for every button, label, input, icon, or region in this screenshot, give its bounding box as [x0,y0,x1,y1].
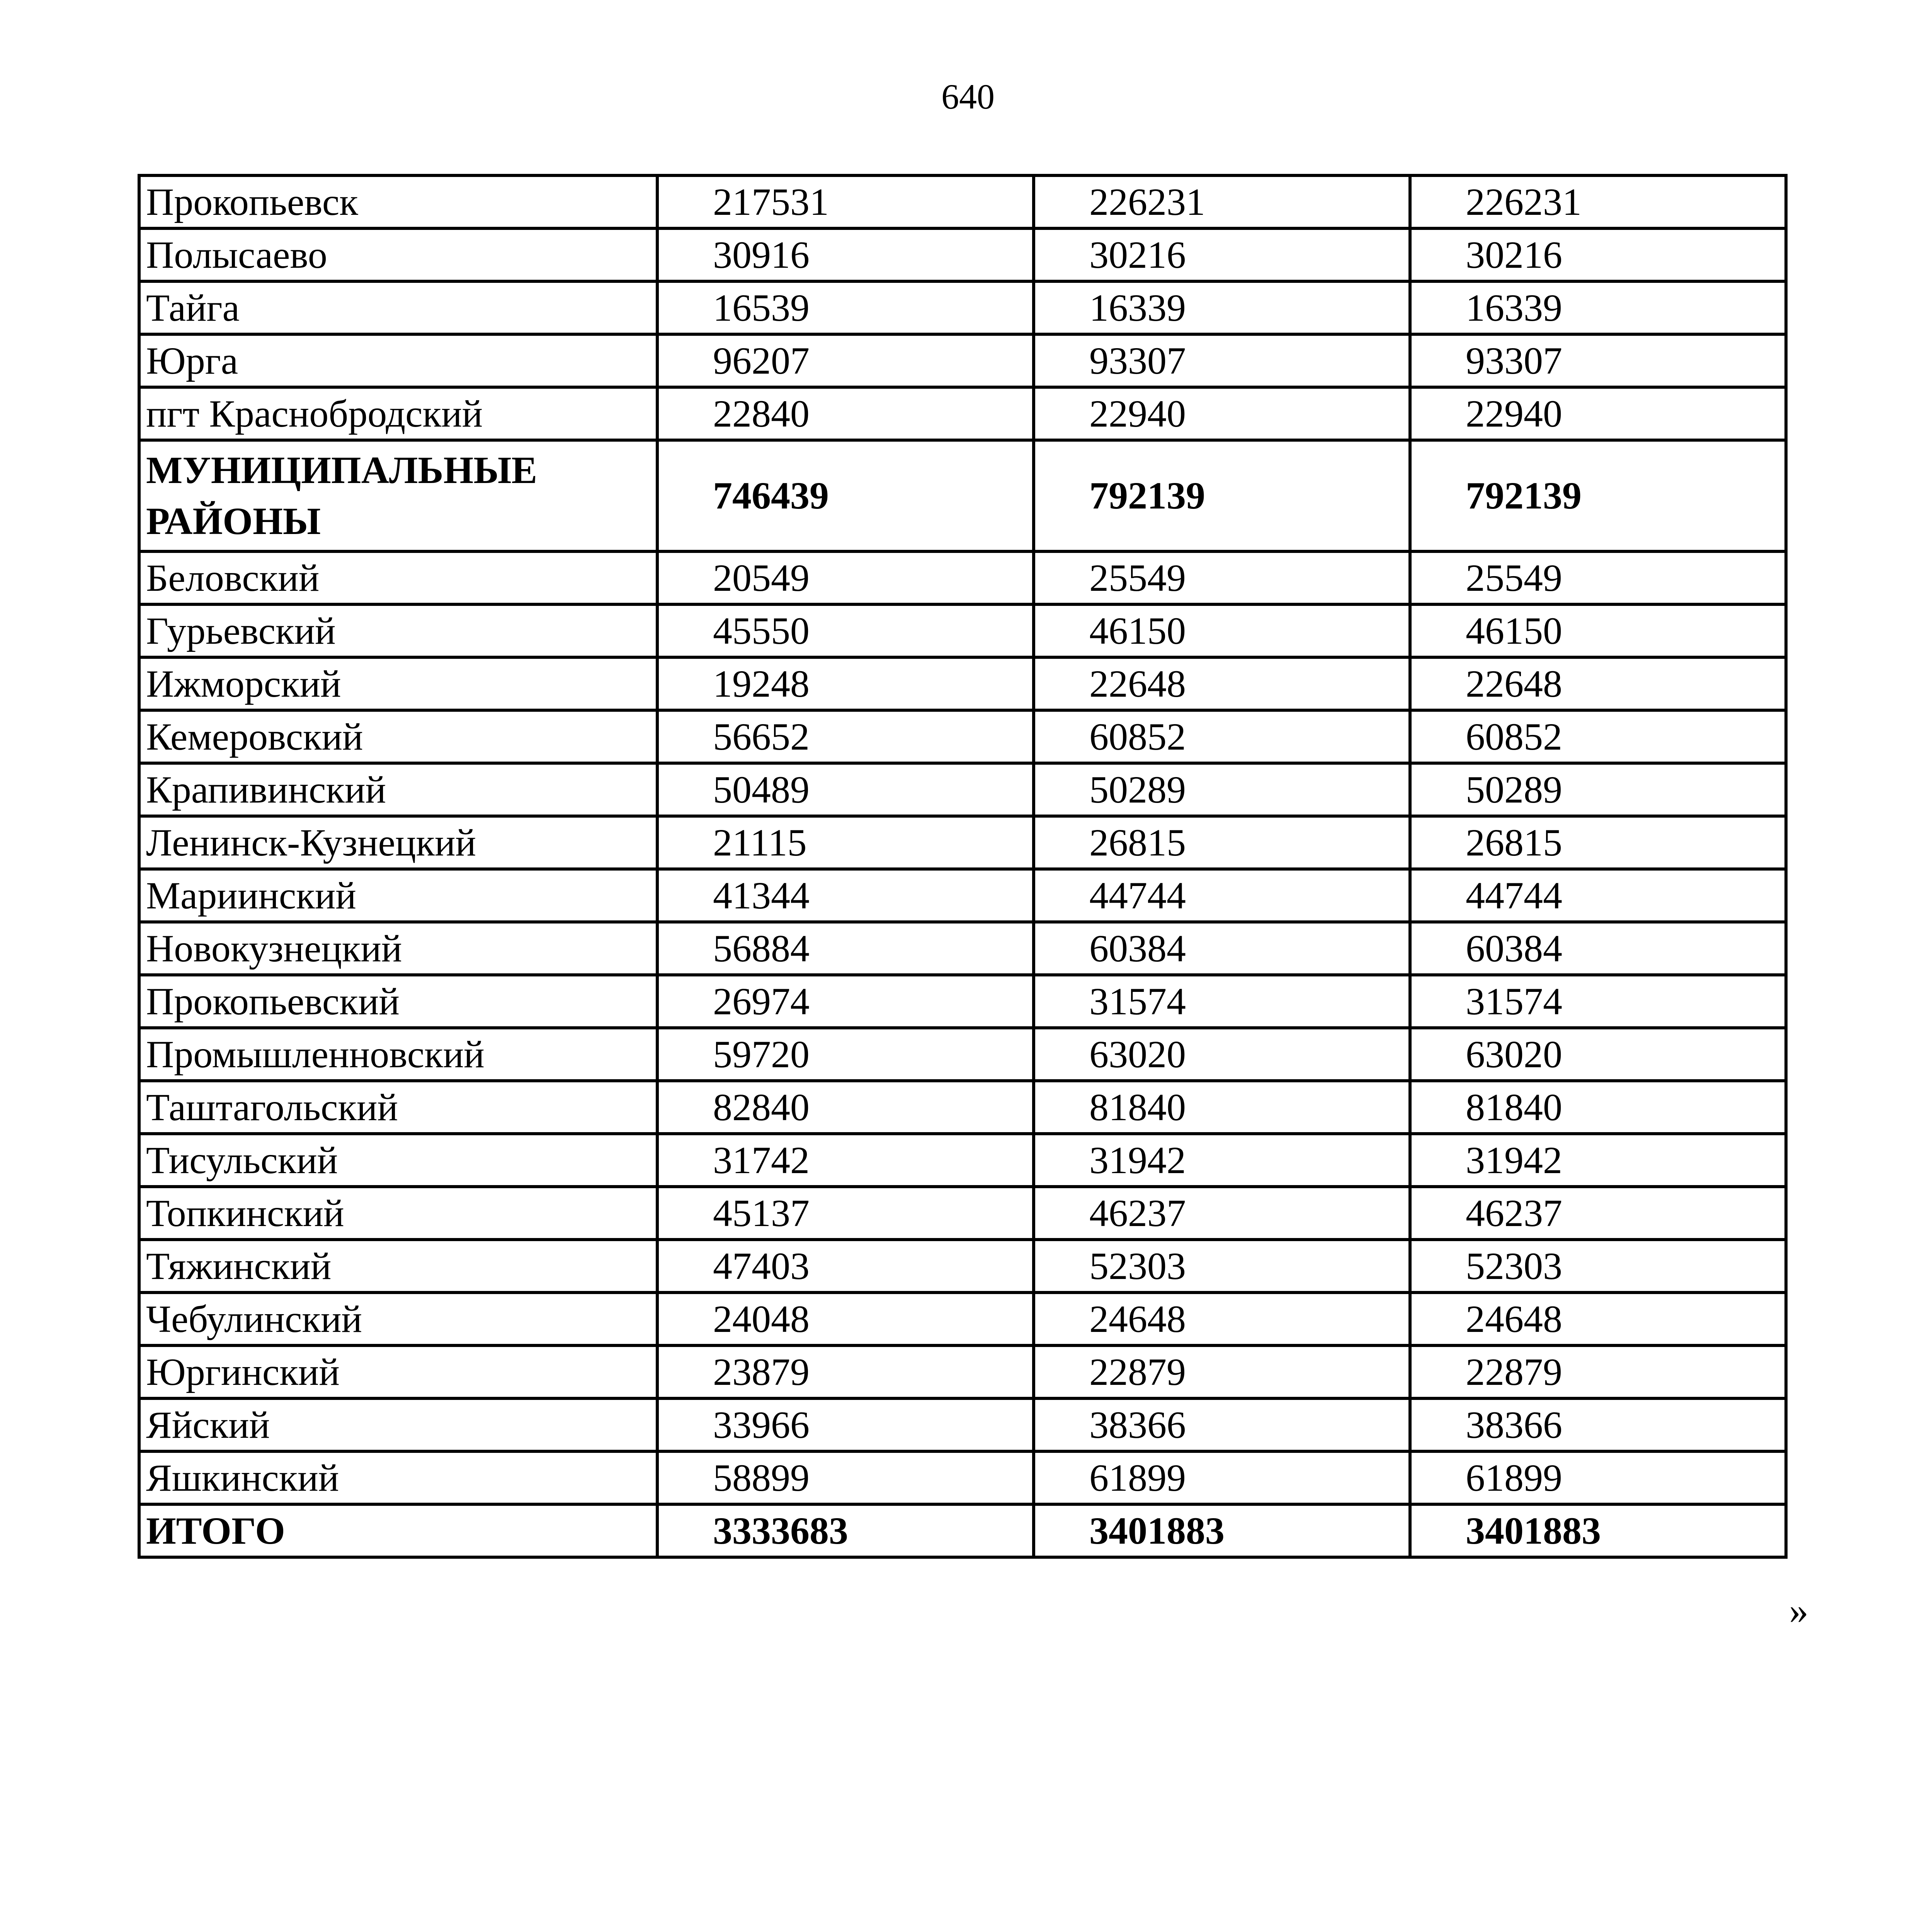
value-cell-2: 226231 [1034,175,1410,228]
closing-quote-mark: » [1789,1589,1808,1632]
value-cell-1: 56652 [657,710,1034,763]
value-cell-3: 93307 [1410,334,1786,387]
value-cell-3: 44744 [1410,869,1786,922]
value-cell-2: 3401883 [1034,1504,1410,1557]
value-cell-2: 22879 [1034,1345,1410,1398]
row-name-cell: Кемеровский [139,710,657,763]
table-row [139,1187,1786,1240]
value-cell-1: 3333683 [657,1504,1034,1557]
table-row [139,1081,1786,1134]
row-name-cell: Прокопьевск [139,175,657,228]
value-cell-2: 63020 [1034,1028,1410,1081]
value-cell-2: 46237 [1034,1187,1410,1240]
value-cell-2: 792139 [1034,440,1410,551]
value-cell-2: 25549 [1034,551,1410,604]
value-cell-2: 50289 [1034,763,1410,816]
row-name-cell: пгт Краснобродский [139,387,657,440]
table-row [139,869,1786,922]
row-name-cell: Топкинский [139,1187,657,1240]
value-cell-3: 38366 [1410,1398,1786,1451]
value-cell-1: 26974 [657,975,1034,1028]
value-cell-3: 22648 [1410,657,1786,710]
value-cell-1: 21115 [657,816,1034,869]
row-name-cell: Полысаево [139,228,657,281]
row-name-cell: Промышленновский [139,1028,657,1081]
row-name-cell: Ижморский [139,657,657,710]
value-cell-1: 82840 [657,1081,1034,1134]
value-cell-3: 31942 [1410,1134,1786,1187]
value-cell-1: 45550 [657,604,1034,657]
value-cell-1: 30916 [657,228,1034,281]
row-name-cell: Яшкинский [139,1451,657,1504]
table-row [139,1240,1786,1293]
value-cell-2: 81840 [1034,1081,1410,1134]
value-cell-2: 38366 [1034,1398,1410,1451]
value-cell-1: 31742 [657,1134,1034,1187]
row-name-cell: Прокопьевский [139,975,657,1028]
value-cell-3: 46150 [1410,604,1786,657]
value-cell-3: 63020 [1410,1028,1786,1081]
table-row [139,1451,1786,1504]
table-row [139,1398,1786,1451]
value-cell-1: 58899 [657,1451,1034,1504]
row-name-cell: Яйский [139,1398,657,1451]
value-cell-1: 56884 [657,922,1034,975]
table-row [139,1293,1786,1345]
row-name-cell: Мариинский [139,869,657,922]
value-cell-1: 22840 [657,387,1034,440]
row-name-cell: Беловский [139,551,657,604]
table-row [139,228,1786,281]
value-cell-1: 96207 [657,334,1034,387]
value-cell-1: 20549 [657,551,1034,604]
table-row [139,387,1786,440]
value-cell-1: 59720 [657,1028,1034,1081]
row-name-cell: Новокузнецкий [139,922,657,975]
table-row [139,334,1786,387]
table-row [139,657,1786,710]
value-cell-2: 16339 [1034,281,1410,334]
value-cell-3: 30216 [1410,228,1786,281]
value-cell-1: 746439 [657,440,1034,551]
row-name-cell: Юргинский [139,1345,657,1398]
value-cell-1: 217531 [657,175,1034,228]
table-row [139,281,1786,334]
value-cell-2: 60384 [1034,922,1410,975]
value-cell-3: 3401883 [1410,1504,1786,1557]
row-name-cell: Тисульский [139,1134,657,1187]
value-cell-1: 50489 [657,763,1034,816]
table-row [139,816,1786,869]
table-row [139,604,1786,657]
value-cell-2: 93307 [1034,334,1410,387]
value-cell-2: 22648 [1034,657,1410,710]
table-row [139,1345,1786,1398]
table-row [139,175,1786,228]
row-name-cell: Ленинск-Кузнецкий [139,816,657,869]
value-cell-1: 45137 [657,1187,1034,1240]
value-cell-3: 24648 [1410,1293,1786,1345]
value-cell-2: 52303 [1034,1240,1410,1293]
table-row [139,551,1786,604]
value-cell-1: 23879 [657,1345,1034,1398]
row-name-cell: Таштагольский [139,1081,657,1134]
row-name-cell: Крапивинский [139,763,657,816]
value-cell-2: 31942 [1034,1134,1410,1187]
value-cell-3: 60384 [1410,922,1786,975]
row-name-cell: Тайга [139,281,657,334]
table-row [139,975,1786,1028]
table-row [139,710,1786,763]
table-row [139,1134,1786,1187]
value-cell-3: 52303 [1410,1240,1786,1293]
row-name-cell: Тяжинский [139,1240,657,1293]
value-cell-2: 46150 [1034,604,1410,657]
value-cell-3: 22879 [1410,1345,1786,1398]
row-name-cell: ИТОГО [139,1504,657,1557]
budget-table [138,174,1788,1559]
table-row [139,1028,1786,1081]
row-name-cell: Чебулинский [139,1293,657,1345]
value-cell-2: 30216 [1034,228,1410,281]
value-cell-3: 31574 [1410,975,1786,1028]
page-number: 640 [941,77,995,116]
value-cell-2: 60852 [1034,710,1410,763]
value-cell-1: 47403 [657,1240,1034,1293]
row-name-cell: Гурьевский [139,604,657,657]
value-cell-2: 44744 [1034,869,1410,922]
value-cell-3: 26815 [1410,816,1786,869]
value-cell-3: 16339 [1410,281,1786,334]
table-body [139,175,1786,1557]
table-row [139,763,1786,816]
value-cell-3: 792139 [1410,440,1786,551]
value-cell-3: 60852 [1410,710,1786,763]
value-cell-3: 22940 [1410,387,1786,440]
table-row [139,1504,1786,1557]
value-cell-1: 19248 [657,657,1034,710]
value-cell-2: 26815 [1034,816,1410,869]
value-cell-1: 16539 [657,281,1034,334]
value-cell-3: 226231 [1410,175,1786,228]
value-cell-1: 41344 [657,869,1034,922]
value-cell-1: 24048 [657,1293,1034,1345]
value-cell-3: 50289 [1410,763,1786,816]
value-cell-3: 61899 [1410,1451,1786,1504]
value-cell-2: 31574 [1034,975,1410,1028]
value-cell-3: 46237 [1410,1187,1786,1240]
value-cell-2: 24648 [1034,1293,1410,1345]
value-cell-2: 61899 [1034,1451,1410,1504]
row-name-cell: МУНИЦИПАЛЬНЫЕ РАЙОНЫ [139,440,657,551]
value-cell-3: 81840 [1410,1081,1786,1134]
value-cell-1: 33966 [657,1398,1034,1451]
table-row [139,922,1786,975]
row-name-cell: Юрга [139,334,657,387]
value-cell-3: 25549 [1410,551,1786,604]
table-row [139,440,1786,551]
value-cell-2: 22940 [1034,387,1410,440]
